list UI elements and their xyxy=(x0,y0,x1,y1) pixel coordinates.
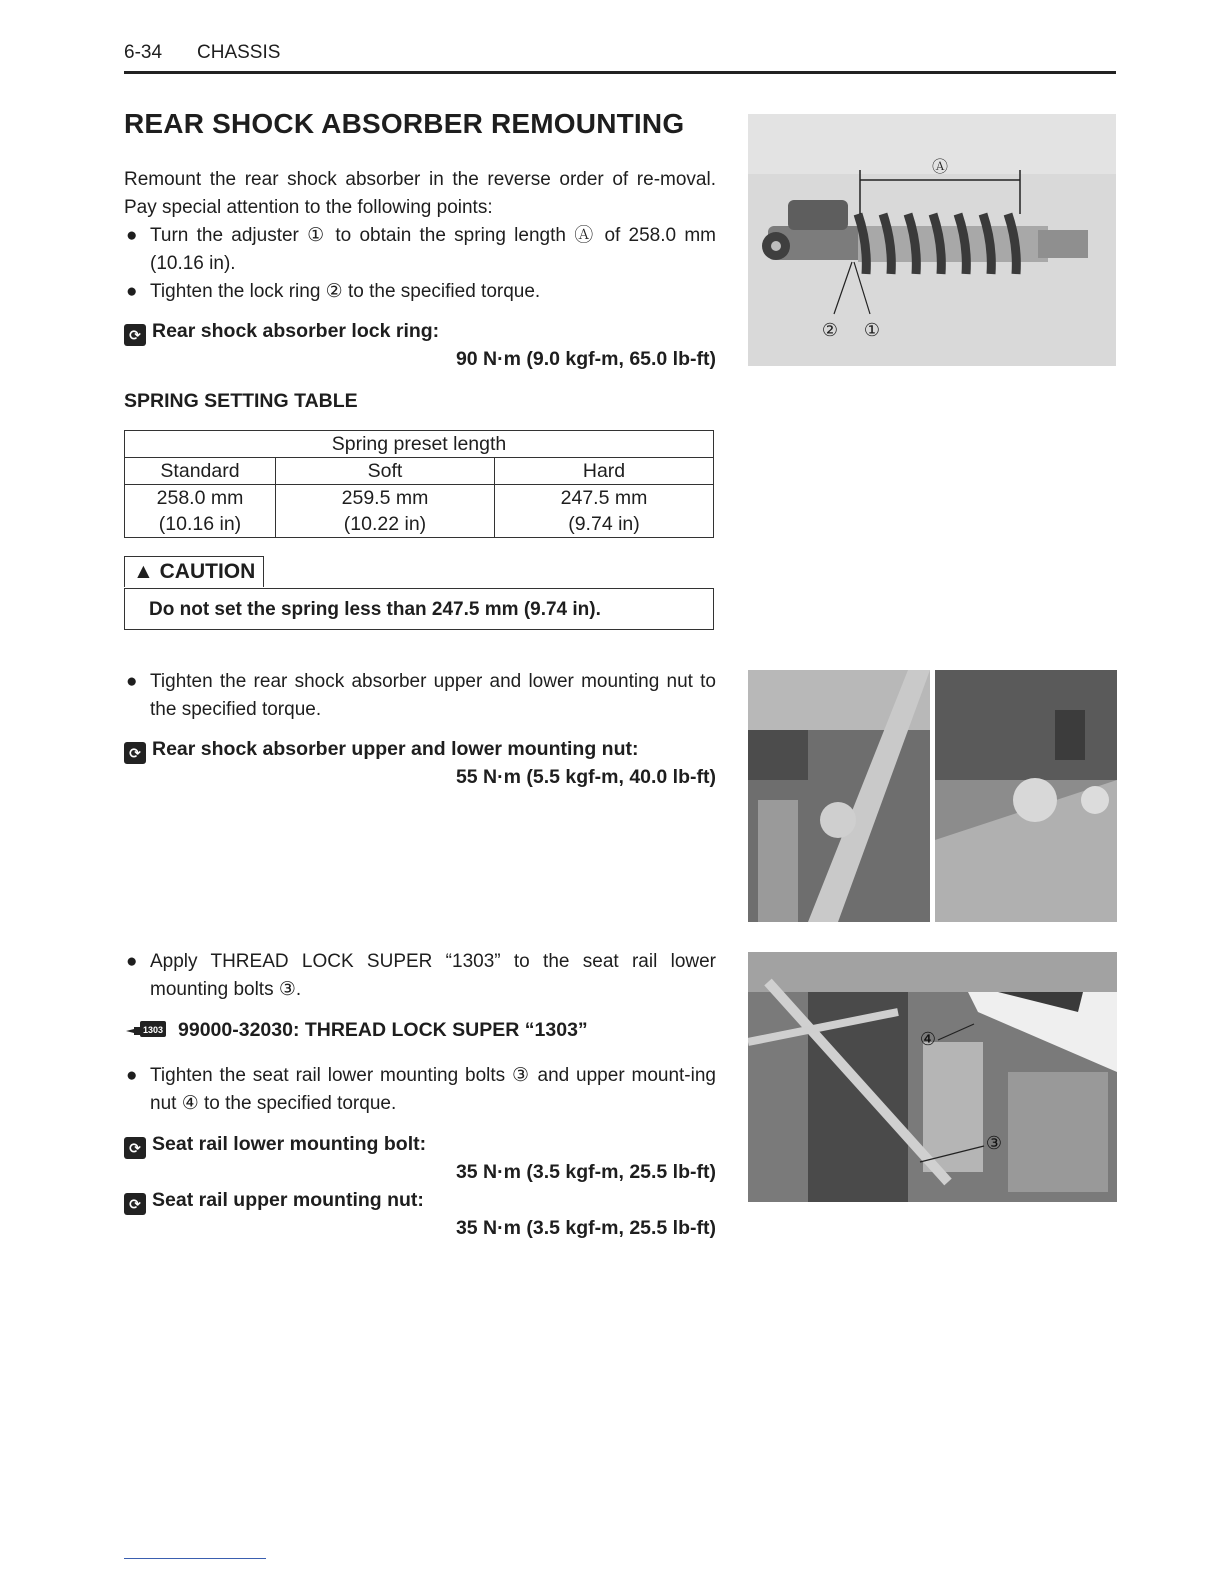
torque-spec-lock-ring xyxy=(124,320,716,376)
bullet-list-3 xyxy=(124,948,716,1004)
table-cell: (10.16 in) xyxy=(125,511,276,538)
bullet-list-4 xyxy=(124,1062,716,1118)
table-group-header: Spring preset length xyxy=(125,431,714,458)
torque-value: 35 N·m (3.5 kgf-m, 25.5 lb-ft) xyxy=(455,1161,716,1183)
bullet-text: Tighten the seat rail lower mounting bolts ③ and upper mount-ing nut ④ to the specified torque. xyxy=(150,1065,716,1114)
bullet-dot: ● xyxy=(126,951,138,972)
table-cell: (9.74 in) xyxy=(495,511,714,538)
thread-lock-icon-text: 1303 xyxy=(142,1025,164,1035)
bullet-list-2 xyxy=(124,668,716,724)
seat-rail-photo xyxy=(748,952,1117,1202)
thread-lock-icon xyxy=(124,1019,168,1039)
section-title: CHASSIS xyxy=(197,42,281,63)
column-header: Hard xyxy=(495,458,714,485)
intro-paragraph: Remount the rear shock absorber in the reverse order of re-moval. Pay special attention to the following points: xyxy=(124,169,716,218)
table-row xyxy=(125,511,714,538)
torque-wrench-icon: ⟳ xyxy=(124,1137,146,1159)
torque-label: Rear shock absorber upper and lower mounting nut: xyxy=(152,738,639,760)
page-title: REAR SHOCK ABSORBER REMOUNTING xyxy=(124,108,685,139)
bullet-text: Tighten the lock ring ② to the specified torque. xyxy=(150,281,541,302)
torque-wrench-icon: ⟳ xyxy=(124,324,146,346)
fig-label-2: ② xyxy=(821,320,839,341)
page-number: 6-34 xyxy=(124,42,163,63)
table-cell: 247.5 mm xyxy=(495,485,714,512)
fig-label-a: Ⓐ xyxy=(931,157,949,176)
thread-lock-text: 99000-32030: THREAD LOCK SUPER “1303” xyxy=(178,1019,588,1041)
fig-label-4: ④ xyxy=(919,1029,937,1050)
table-cell: 259.5 mm xyxy=(276,485,495,512)
mounting-photo-left xyxy=(748,670,930,922)
bullet-text: Turn the adjuster ① to obtain the spring length Ⓐ of 258.0 mm (10.16 in). xyxy=(150,225,716,274)
table-row xyxy=(125,431,714,458)
column-header: Standard xyxy=(125,458,276,485)
bullet-dot: ● xyxy=(126,671,138,692)
torque-spec-seat-rail-nut xyxy=(124,1189,716,1245)
caution-tag xyxy=(124,556,264,587)
torque-label: Seat rail lower mounting bolt: xyxy=(152,1133,427,1155)
torque-label: Seat rail upper mounting nut: xyxy=(152,1189,424,1211)
bullet-text: Apply THREAD LOCK SUPER “1303” to the seat rail lower mounting bolts ③. xyxy=(150,951,716,1000)
torque-value: 35 N·m (3.5 kgf-m, 25.5 lb-ft) xyxy=(455,1217,716,1239)
column-header: Soft xyxy=(276,458,495,485)
mounting-photo-right xyxy=(935,670,1117,922)
torque-wrench-icon: ⟳ xyxy=(124,742,146,764)
page-header xyxy=(124,42,1116,76)
caution-label: CAUTION xyxy=(159,560,256,583)
table-cell: (10.22 in) xyxy=(276,511,495,538)
thread-lock-spec xyxy=(124,1019,716,1042)
torque-spec-seat-rail-bolt xyxy=(124,1133,716,1189)
warning-triangle-icon: ▲ xyxy=(133,560,154,583)
bullet-dot: ● xyxy=(126,225,138,246)
fig-label-3: ③ xyxy=(985,1133,1003,1154)
bullet-dot: ● xyxy=(126,281,138,302)
header-rule xyxy=(124,71,1116,74)
shock-absorber-photo xyxy=(748,114,1116,366)
caution-box: Do not set the spring less than 247.5 mm (9.74 in). xyxy=(124,588,714,630)
torque-value: 90 N·m (9.0 kgf-m, 65.0 lb-ft) xyxy=(455,348,716,370)
bullet-text: Tighten the rear shock absorber upper and lower mounting nut to the specified torque. xyxy=(150,671,716,720)
footer-rule xyxy=(124,1558,266,1559)
fig-label-1: ① xyxy=(863,320,881,341)
table-cell: 258.0 mm xyxy=(125,485,276,512)
torque-spec-mounting-nut xyxy=(124,738,716,794)
torque-value: 55 N·m (5.5 kgf-m, 40.0 lb-ft) xyxy=(455,766,716,788)
spring-table-heading: SPRING SETTING TABLE xyxy=(124,390,358,412)
torque-wrench-icon: ⟳ xyxy=(124,1193,146,1215)
bullet-dot: ● xyxy=(126,1065,138,1086)
bullet-list-1 xyxy=(124,222,716,312)
table-row xyxy=(125,485,714,512)
torque-label: Rear shock absorber lock ring: xyxy=(152,320,440,342)
table-row xyxy=(125,458,714,485)
spring-setting-table xyxy=(124,430,714,538)
